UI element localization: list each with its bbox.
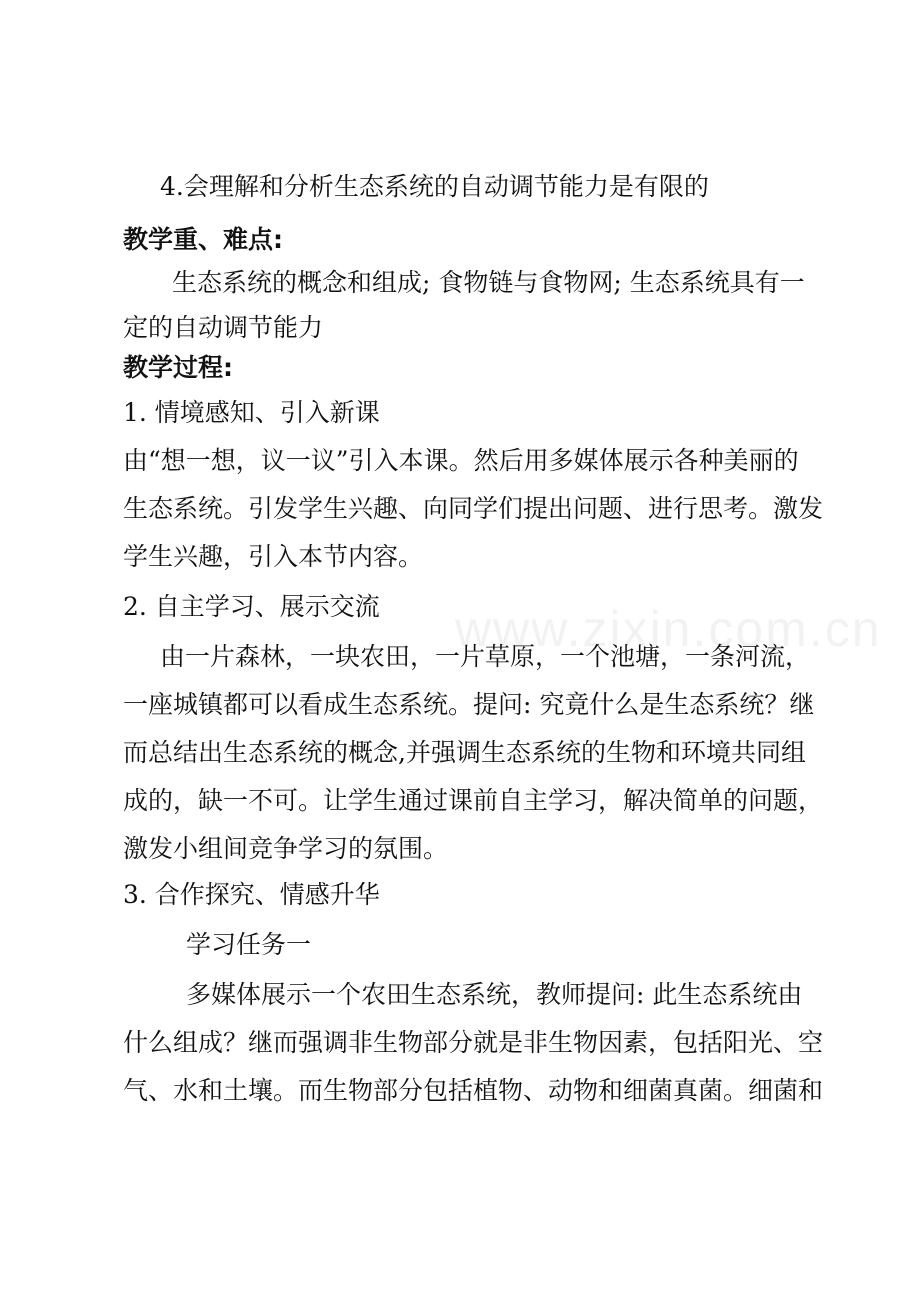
- key-points-line-1: 生态系统的概念和组成; 食物链与食物网; 生态系统具有一: [172, 268, 805, 297]
- task-1-line-1: 多媒体展示一个农田生态系统，教师提问: 此生态系统由: [186, 980, 803, 1009]
- section-2-line-2: 一座城镇都可以看成生态系统。提问: 究竟什么是生态系统？继: [123, 690, 815, 719]
- section-1-line-1: 由“想一想，议一议”引入本课。然后用多媒体展示各种美丽的: [123, 446, 799, 475]
- task-1-heading: 学习任务一: [186, 930, 312, 959]
- watermark: www.zixin.com.cn: [455, 601, 882, 657]
- objective-4: 4.会理解和分析生态系统的自动调节能力是有限的: [160, 172, 709, 201]
- section-2-line-5: 激发小组间竞争学习的氛围。: [123, 834, 449, 863]
- key-points-line-2: 定的自动调节能力: [123, 313, 324, 342]
- section-1-line-2: 生态系统。引发学生兴趣、向同学们提出问题、进行思考。激发: [123, 494, 824, 523]
- section-2-line-3: 而总结出生态系统的概念,并强调生态系统的生物和环境共同组: [123, 738, 806, 767]
- key-points-heading: 教学重、难点:: [123, 225, 283, 254]
- task-1-line-2: 什么组成？继而强调非生物部分就是非生物因素，包括阳光、空: [123, 1028, 824, 1057]
- section-2-title: 2. 自主学习、展示交流: [123, 592, 380, 621]
- section-2-line-1: 由一片森林，一块农田，一片草原，一个池塘，一条河流，: [160, 642, 811, 671]
- section-1-line-3: 学生兴趣，引入本节内容。: [123, 542, 424, 571]
- section-3-title: 3. 合作探究、情感升华: [123, 880, 380, 909]
- section-1-title: 1. 情境感知、引入新课: [123, 398, 380, 427]
- process-heading: 教学过程:: [123, 353, 233, 382]
- task-1-line-3: 气、水和土壤。而生物部分包括植物、动物和细菌真菌。细菌和: [123, 1076, 824, 1105]
- section-2-line-4: 成的，缺一不可。让学生通过课前自主学习，解决简单的问题，: [123, 786, 824, 815]
